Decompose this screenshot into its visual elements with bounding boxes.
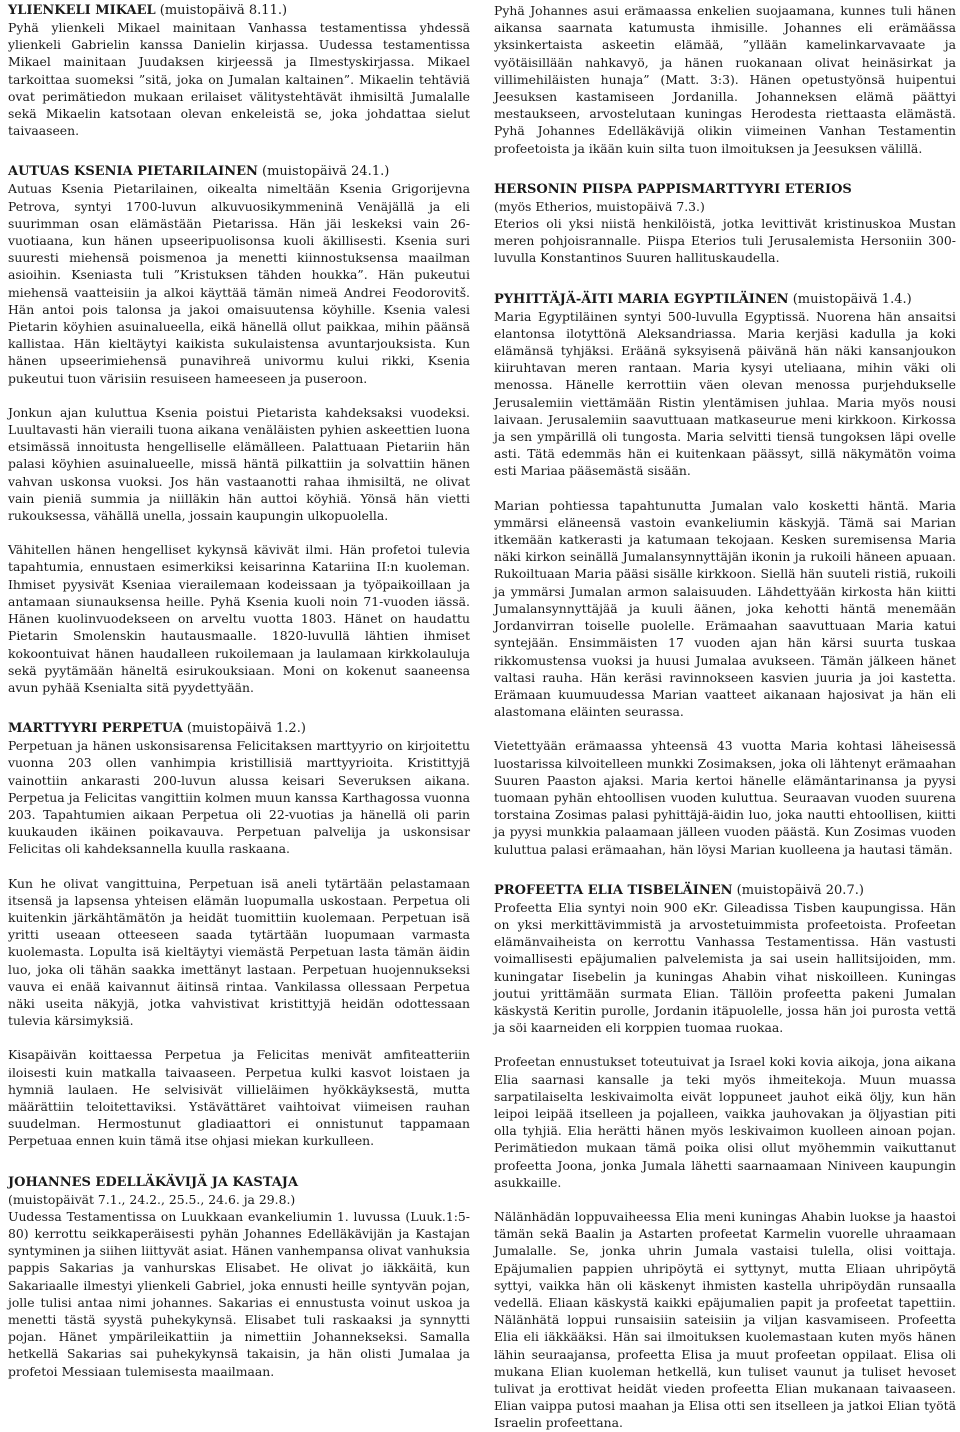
section-heading <box>8 720 470 737</box>
paragraph: Kun he olivat vangittuina, Perpetuan isä aneli tytärtään pelastamaan itsensä ja lapsensa yhteisen elämän luopumalla uskostaan. Perpetua oli kuitenkin järkähtämätön ja heidät tuomittiin kuolemaan. Perpetuan isä yritti useaan otteeseen saada tytärtään luopumaan varmasta kuolemasta. Lopulta isä kieltäytyi viemästä Perpetuan lasta tämän äidin luo, joka oli tähän saakka imettänyt lastaan. Perpetuan huojennukseksi vauva ei enää kaivannut äitinsä rintaa. Vankilassa ollessaan Perpetua näki useita näkyjä, jotka vahvistivat kristittyjä heidän odottessaan tulevia kärsimyksiä. <box>8 875 470 1029</box>
saint-name: AUTUAS KSENIA PIETARILAINEN <box>8 164 258 180</box>
section-eterios <box>494 181 956 267</box>
saint-name: HERSONIN PIISPA PAPPISMARTTYYRI ETERIOS <box>494 181 852 197</box>
paragraph: Uudessa Testamentissa on Luukkaan evankeliumin 1. luvussa (Luuk.1:5-80) kerrottu seikkaperäisesti pyhän Johannes Edelläkävijän ja Kastajan syntyminen ja siihen liittyvät asiat. Hänen vanhempansa olivat vanhuksia pappis Sakarias ja vanhurskas Elisabet. He olivat jo iäkkäitä, kun Sakariaalle ilmestyi ylienkeli Gabriel, joka ennusti heille syntyvän pojan, jolle tulisi antaa nimi johannes. Sakarias ei ennustusta voinut uskoa ja menetti tästä syystä puhekykynsä. Elisabet tuli raskaaksi ja synnytti pojan. Hänet ympärileikattiin ja nimettiin Johannekseksi. Samalla hetkellä Sakarias sai puhekykynsä takaisin, ja hän olisti Jumalaa ja profetoi Messiaan tulemisesta maailmaan. <box>8 1208 470 1379</box>
memorial-day: (myös Etherios, muistopäivä 7.3.) <box>494 198 705 214</box>
paragraph: Nälänhädän loppuvaiheessa Elia meni kuningas Ahabin luokse ja haastoi tämän sekä Baalin ja Astarten profeetat Karmelin vuorelle uhraamaan Jumalalle. Se, jonka uhrin Jumala vastaisi tulella, olisi voittaja. Epäjumalien pappien uhripöytä ei syttynyt, mutta Eliaan uhripöytä syttyi, vaikka hän oli käskenyt ihmisten kastella uhripöydän runsaalla vedellä. Eliaan käskystä kaikki epäjumalien papit ja profeetat tapettiin. Nälänhätä loppui runsaisiin sateisiin ja viljan kasvamiseen. Profeetta Elia eli iäkkääksi. Hän sai ilmoituksen kuolemastaan kuten myös hänen lähin seuraajansa, profeetta Elisa ja muut profeetan oppilaat. Elisa oli mukana Elian kuoleman hetkellä, kun tuliset vaunut ja tuliset hevoset tulivat ja erottivat heidät vieden profeetta Elian mukanaan taivaaseen. Elian vaippa putosi maahan ja Elisa otti sen itselleen ja jatkoi Elian työtä Israelin profeettana. <box>494 1208 956 1431</box>
section-mikael <box>8 2 470 139</box>
memorial-day: (muistopäivä 24.1.) <box>262 164 390 180</box>
section-elia <box>494 882 956 1432</box>
saint-name: PYHITTÄJÄ-ÄITI MARIA EGYPTILÄINEN <box>494 291 789 307</box>
right-column <box>494 2 956 1432</box>
memorial-day: (muistopäivä 1.2.) <box>186 721 306 737</box>
saint-name: MARTTYYRI PERPETUA <box>8 721 183 737</box>
section-johannes <box>8 1174 470 1380</box>
section-heading <box>8 1174 470 1191</box>
section-heading <box>494 181 956 198</box>
memorial-day: (muistopäivä 1.4.) <box>792 291 912 307</box>
saint-name: YLIENKELI MIKAEL <box>8 3 156 18</box>
paragraph: Vietettyään erämaassa yhteensä 43 vuotta Maria kohtasi läheisessä luostarissa kilvoitelleen munkki Zosimaksen, joka oli lähtenyt erämaahan Suuren Paaston ajaksi. Maria kertoi hänelle elämäntarinansa ja pyysi tuomaan pyhän ehtoollisen vuoden kuluttua. Seuraavan vuoden suurena torstaina Zosimas palasi pyhittäjä-äidin luo, joka nautti ehtoollisen, kiitti ja pyysi munkkia palaamaan jälleen vuoden päästä. Kun Zosimas vuoden kuluttua palasi erämaahan, hän löysi Marian kuolleena ja hautasi tämän. <box>494 738 956 857</box>
section-heading <box>8 163 470 180</box>
section-heading <box>8 2 470 19</box>
section-perpetua <box>8 720 470 1149</box>
left-column <box>8 2 470 1380</box>
section-heading <box>494 882 956 899</box>
paragraph: Pyhä ylienkeli Mikael mainitaan Vanhassa testamentissa yhdessä ylienkeli Gabrielin kanssa Danielin kirjassa. Uudessa testamentissa Mikael mainitaan Juudaksen kirjeessä ja Ilmestyskirjassa. Mikael tarkoittaa suomeksi ”sitä, joka on Jumalan kaltainen”. Mikaelin tehtäviä ovat perimätiedon mukaan erilaiset välitystehtävät ihmisiltä Jumalalle sekä Mikaelin katsotaan olevan enkeleistä se, joka johdattaa sielut taivaaseen. <box>8 20 470 139</box>
memorial-day: (muistopäivä 8.11.) <box>159 3 288 18</box>
paragraph: Autuas Ksenia Pietarilainen, oikealta nimeltään Ksenia Grigorijevna Petrova, syntyi 1700-luvun alkuvuosikymmeninä Venäjällä ja eli suurimman osan elämästään Pietarissa. Hän jäi leskeksi vain 26-vuotiaana, kun hänen upseeripuolisonsa kuoli äkillisesti. Ksenia suri suuresti miehensä poismenoa ja menetti kiinnostuksensa maailman asioihin. Kseniasta tuli ”Kristuksen tähden houkka”. Hän pukeutui miehensä vaatteisiin ja alkoi käyttää tämän nimeä Andrei Feodorovitš. Hän antoi pois talonsa ja jakoi omaisuutensa köyhille. Ksenia valesi Pietarin köyhien asuinalueella, eikä hänellä ollut paikkaa, mihin päänsä kallistaa. Hän kieltäytyi kaikista sukulaistensa avuntarjouksista. Kun hänen upseerimiehensä punavihreä univormu kului rikki, Ksenia pukeutui tuon värisiin resuiseen hameeseen ja puseroon. <box>8 181 470 386</box>
paragraph: Maria Egyptiläinen syntyi 500-luvulla Egyptissä. Nuorena hän ansaitsi elantonsa ilotyttönä Aleksandriassa. Maria kerjäsi kadulla ja koki elämänsä tyhjäksi. Eräänä syksyisenä päivänä hän näki kansanjoukon kiiruhtavan meren rantaan. Maria kysyi uteliaana, mihin väki oli menossa. Hänelle kerrottiin väen olevan menossa purjehdukselle Jerusalemiin viettämään Ristin ylentämisen juhlaa. Maria myös nousi laivaan. Jerusalemiin saavuttuaan matkaseurue meni kirkkoon. Kirkossa ja sen ympärillä oli tungosta. Maria selvitti tiensä tungoksen läpi ovelle asti. Tätä edemmäs hän ei kuitenkaan päässyt, sillä näkymätön voima esti Mariaa pääsemästä sisään. <box>494 308 956 479</box>
saint-name: JOHANNES EDELLÄKÄVIJÄ JA KASTAJA <box>8 1174 299 1190</box>
paragraph: Vähitellen hänen hengelliset kykynsä kävivät ilmi. Hän profetoi tulevia tapahtumia, ennustaen esimerkiksi keisarinna Katariina II:n kuoleman. Ihmiset pyysivät Kseniaa vierailemaan kodeissaan ja työpaikoillaan ja antamaan siunauksensa heille. Pyhä Ksenia kuoli noin 71-vuoden iässä. Hänen kuolinvuodekseen on arveltu vuotta 1803. Hänet on haudattu Pietarin Smolenskin hautausmaalle. 1820-luvullä lähtien ihmiset kokoontuivat hänen haudalleen rukoilemaan ja laulamaan kirkkolauluja sekä pyytämään häneltä esirukouksiaan. Moni on kokenut saaneensa avun pyhää Ksenialta sitä pyydettyään. <box>8 542 470 695</box>
paragraph: Eterios oli yksi niistä henkilöistä, jotka levittivät kristinuskoa Mustan meren pohjoisrannalle. Piispa Eterios tuli Jerusalemista Hersoniin 300-luvulla Konstantinos Suuren hallituskaudella. <box>494 216 956 266</box>
saint-name: PROFEETTA ELIA TISBELÄINEN <box>494 882 733 898</box>
section-maria-egyptilainen <box>494 291 956 858</box>
memorial-day: (muistopäivä 20.7.) <box>736 882 864 898</box>
paragraph: Kisapäivän koittaessa Perpetua ja Felicitas menivät amfiteatteriin iloisesti kuin matkalla taivaaseen. Perpetua kulki kasvot loistaen ja hymniä laulaen. He selvisivät villieläimen hyökkäyksestä, mutta määrättiin teloitettaviksi. Ystävättäret vaihtoivat viimeisen rauhan suudelman. Hermostunut gladiaattori ei onnistunut tappamaan Perpetuaa ennen kuin tämä itse ohjasi miekan kurkulleen. <box>8 1047 470 1149</box>
paragraph: Jonkun ajan kuluttua Ksenia poistui Pietarista kahdeksaksi vuodeksi. Luultavasti hän vieraili tuona aikana venäläisten pyhien askeettien luona etsimässä innoitusta hengelliselle elämälleen. Palattuaan Pietariin hän palasi köyhien asuinalueelle, missä häntä pilkattiin ja solvattiin hänen vahvan uskonsa vuoksi. Jos hän vastaanotti rahaa ihmisiltä, ne olivat vain pieniä summia ja niilläkin hän auttoi köyhiä. Yönsä hän vietti rukouksessa, vähällä unella, jossain kaupungin ulkopuolella. <box>8 404 470 524</box>
paragraph: Pyhä Johannes asui erämaassa enkelien suojaamana, kunnes tuli hänen aikansa saarnata katumusta ihmisille. Johannes eli erämäässa yksinkertaista askeetin elämää, ”yllään kamelinkarvavaate ja vyötäisillään nahkavyö, ja hänen ruokanaan olivat heinäsirkat ja villimehiläisten hunaja” (Matt. 3:3). Hänen opetustyönsä huipentui Jeesuksen kastamiseen Jordanilla. Johanneksen elämä päättyi mestaukseen, arvostelutaan kuningas Herodesta riettaasta elämästä. Pyhä Johannes Edelläkävijä olikin viimeinen Vanhan Testamentin profeetoista ja ikään kuin silta tuon ilmoituksen ja Jeesuksen välillä. <box>494 3 956 156</box>
section-ksenia <box>8 163 470 696</box>
paragraph: Profeetan ennustukset toteutuivat ja Israel koki kovia aikoja, jona aikana Elia saarnasi kansalle ja teki myös ihmeitekoja. Muun muassa sarpatilaiselta leskivaimolta eivät loppuneet jauhot eikä öljy, kun hän leipoi leipää itselleen ja pojalleen, vaikka jauhovakan ja öljyastian piti olla tyhjiä. Elia herätti hänen myös leskivaimon kuolleen ainoan pojan. Perimätiedon mukaan tämä poika olisi ollut myöhemmin vaikuttanut profeetta Joona, jonka Jumala lähetti saarnaamaan Niniveen kaupungin asukkaille. <box>494 1054 956 1190</box>
paragraph: Perpetuan ja hänen uskonsisarensa Felicitaksen marttyyrio on kirjoitettu vuonna 203 ollen vanhimpia kristillisiä marttyyrioita. Kristittyjä vainottiin ankarasti 200-luvun alussa keisari Severuksen aikana. Perpetua ja Felicitas vangittiin kolmen muun kanssa Karthagossa vuonna 203. Tapahtumien aikaan Perpetua oli 22-vuotias ja hänellä oli parin kuukauden ikäinen poikavauva. Perpetuan palvelija ja uskonsisar Felicitas oli kahdeksannella kuulla raskaana. <box>8 738 470 857</box>
memorial-days: (muistopäivät 7.1., 24.2., 25.5., 24.6. ja 29.8.) <box>8 1191 296 1207</box>
section-johannes-continued <box>494 2 956 157</box>
paragraph: Profeetta Elia syntyi noin 900 eKr. Gileadissa Tisben kaupungissa. Hän on yksi merkittävimmistä ja arvostetuimmista profeetoista. Profeetan elämänvaiheista on kerrottu Vanhassa Testamentissa. Hän vastusti voimallisesti epäjumalien palvelemista ja sai usein hallitsijoiden, mm. kuningatar Iisebelin ja kuningas Ahabin vihat niskoilleen. Kuningas joutui yrittämään surmata Elian. Tällöin profeetta pakeni Jumalan käskystä Keritin purolle, Jordanin itäpuolelle, jossa hän joi purosta vettä ja söi kaarneiden eli korppien tuomaa ruokaa. <box>494 899 956 1036</box>
paragraph: Marian pohtiessa tapahtunutta Jumalan valo kosketti häntä. Maria ymmärsi eläneensä vastoin evankeliumin käskyjä. Tämä sai Marian itkemään katkerasti ja katumaan tekojaan. Kesken suremisensa Maria näki kirkon seinällä Jumalansynnyttäjän ikonin ja rukoili häneen apuaan. Rukoiltuaan Maria pääsi sisälle kirkkoon. Siellä hän suuteli ristiä, rukoili ja ymmärsi Jumalan armon salaisuuden. Lähdettyään kirkosta hän kiitti Jumalansynnyttäjää ja kuuli äänen, joka kehotti häntä menemään Jordanvirran toiselle puolelle. Erämaahan saavuttuaan Maria katui syntejään. Ensimmäisten 17 vuoden ajan hän kärsi suurta tuskaa rikkomustensa vuoksi ja huusi Jumalaa avukseen. Tämän jälkeen hänet valtasi rauha. Hän keräsi ravinnokseen kasvien juuria ja joi kastetta. Erämaan kuumuudessa Marian vaatteet aikanaan hajosivat ja hän eli alastomana eläinten seurassa. <box>494 497 956 720</box>
section-heading <box>494 291 956 308</box>
